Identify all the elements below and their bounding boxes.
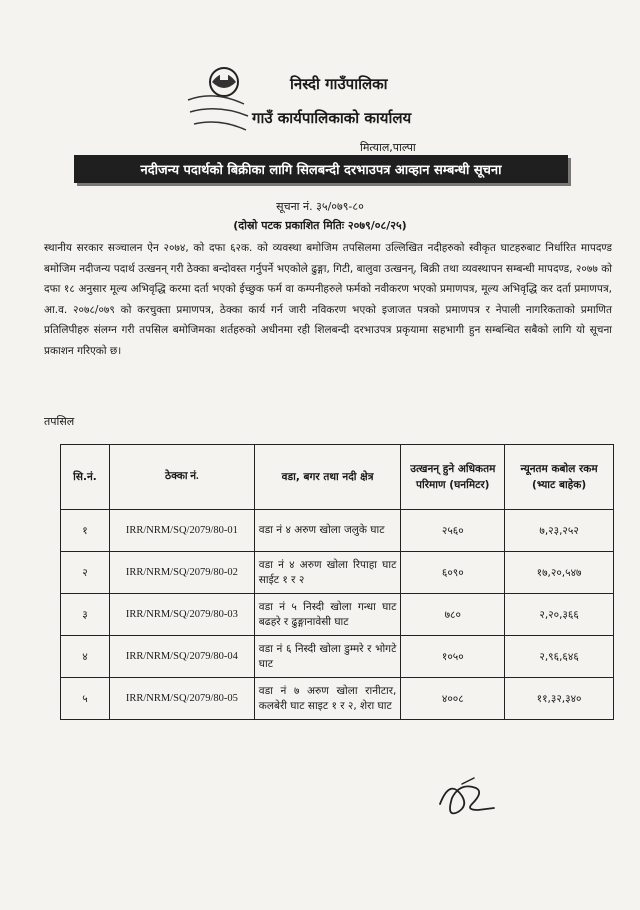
cell-contract: IRR/NRM/SQ/2079/80-05 <box>109 678 254 720</box>
cell-quantity: ६०९० <box>401 552 505 594</box>
cell-contract: IRR/NRM/SQ/2079/80-03 <box>109 594 254 636</box>
header-contract: ठेक्का नं. <box>109 445 254 510</box>
cell-min-amount: १७,२०,५४७ <box>505 552 614 594</box>
cell-quantity: ७८० <box>401 594 505 636</box>
cell-quantity: २५६० <box>401 510 505 552</box>
office-name: निस्दी गाउँपालिका <box>290 75 388 93</box>
cell-min-amount: २,२०,३६६ <box>505 594 614 636</box>
cell-sn: ५ <box>61 678 110 720</box>
cell-sn: २ <box>61 552 110 594</box>
table-row <box>61 510 614 552</box>
notice-title: नदीजन्य पदार्थको बिक्रीका लागि सिलबन्दी दरभाउपत्र आव्हान सम्बन्धी सूचना <box>74 155 568 183</box>
published-date: (दोस्रो पटक प्रकाशित मितिः २०७९/०८/२५) <box>233 219 407 232</box>
table-row <box>61 636 614 678</box>
cell-contract: IRR/NRM/SQ/2079/80-04 <box>109 636 254 678</box>
cell-area: वडा नं ४ अरुण खोला जलुके घाट <box>254 510 401 552</box>
cell-quantity: ४००८ <box>401 678 505 720</box>
notice-body: स्थानीय सरकार सञ्चालन ऐन २०७४, को दफा ६२क. को व्यवस्था बमोजिम तपसिलमा उल्लिखित नदीहरुको स्वीकृत घाटहरुबाट निर्धारित मापदण्ड बमोजिम नदीजन्य पदार्थ उत्खनन् गरी ठेक्का बन्दोवस्त गर्नुपर्ने भएकोले ढुङ्गा, गिटी, बालुवा उत्खनन्, बिक्री तथा व्यवस्थापन सम्बन्धी मापदण्ड, २०७७ को दफा १८ अनुसार मूल्य अभिवृद्धि करमा दर्ता भएको ईच्छुक फर्म वा कम्पनीहरुले फर्मको नवीकरण भएको प्रमाणपत्र, मूल्य अभिवृद्धि कर दर्ता प्रमाणपत्र, आ.व. २०७८/०७९ को करचुक्ता प्रमाणपत्र, ठेक्का कार्य गर्न जारी नविकरण भएको इजाजत पत्रको प्रमाणपत्र र नेपाली नागरिकताको प्रमाणित प्रतिलिपीहरु संलग्न गरी तपसिल बमोजिमका शर्तहरुको अधीनमा रही शिलबन्दी दरभाउपत्र प्रकृयामा सहभागी हुन सम्बन्धित सबैको लागि यो सूचना प्रकाशन गरिएको छ। <box>44 242 612 357</box>
cell-contract: IRR/NRM/SQ/2079/80-02 <box>109 552 254 594</box>
header-quantity: उत्खनन् हुने अधिकतम परिमाण (घनमिटर) <box>401 445 505 510</box>
table-row <box>61 678 614 720</box>
cell-sn: १ <box>61 510 110 552</box>
schedule-label: तपसिल <box>44 415 75 428</box>
cell-min-amount: ७,२३,२५२ <box>505 510 614 552</box>
cell-area: वडा नं ७ अरुण खोला रानीटार, कलबेरी घाट साइट १ र २, शेरा घाट <box>254 678 401 720</box>
cell-min-amount: २,९६,६४६ <box>505 636 614 678</box>
header-area: वडा, बगर तथा नदी क्षेत्र <box>254 445 401 510</box>
office-location: मित्याल,पाल्पा <box>360 141 416 154</box>
cell-sn: ४ <box>61 636 110 678</box>
cell-min-amount: ११,३२,३४० <box>505 678 614 720</box>
header-min-amount: न्यूनतम कबोल रकम (भ्याट बाहेक) <box>505 445 614 510</box>
table-header-row <box>61 445 614 510</box>
cell-area: वडा नं ४ अरुण खोला रिपाहा घाट साईट १ र २ <box>254 552 401 594</box>
table-row <box>61 594 614 636</box>
header-sn: सि.नं. <box>61 445 110 510</box>
table-row <box>61 552 614 594</box>
cell-quantity: १०५० <box>401 636 505 678</box>
notice-number: सूचना नं. ३५/०७९-८० <box>276 200 364 213</box>
office-subtitle: गाउँ कार्यपालिकाको कार्यालय <box>252 109 412 127</box>
cell-sn: ३ <box>61 594 110 636</box>
signature-icon <box>432 774 502 822</box>
schedule-table <box>60 444 614 720</box>
cell-area: वडा नं ६ निस्दी खोला डुम्मरे र भोगटे घाट <box>254 636 401 678</box>
cell-area: वडा नं ५ निस्दी खोला गन्धा घाट बढहरे र ढुङ्गानावेसी घाट <box>254 594 401 636</box>
cell-contract: IRR/NRM/SQ/2079/80-01 <box>109 510 254 552</box>
office-seal-icon <box>184 60 270 140</box>
